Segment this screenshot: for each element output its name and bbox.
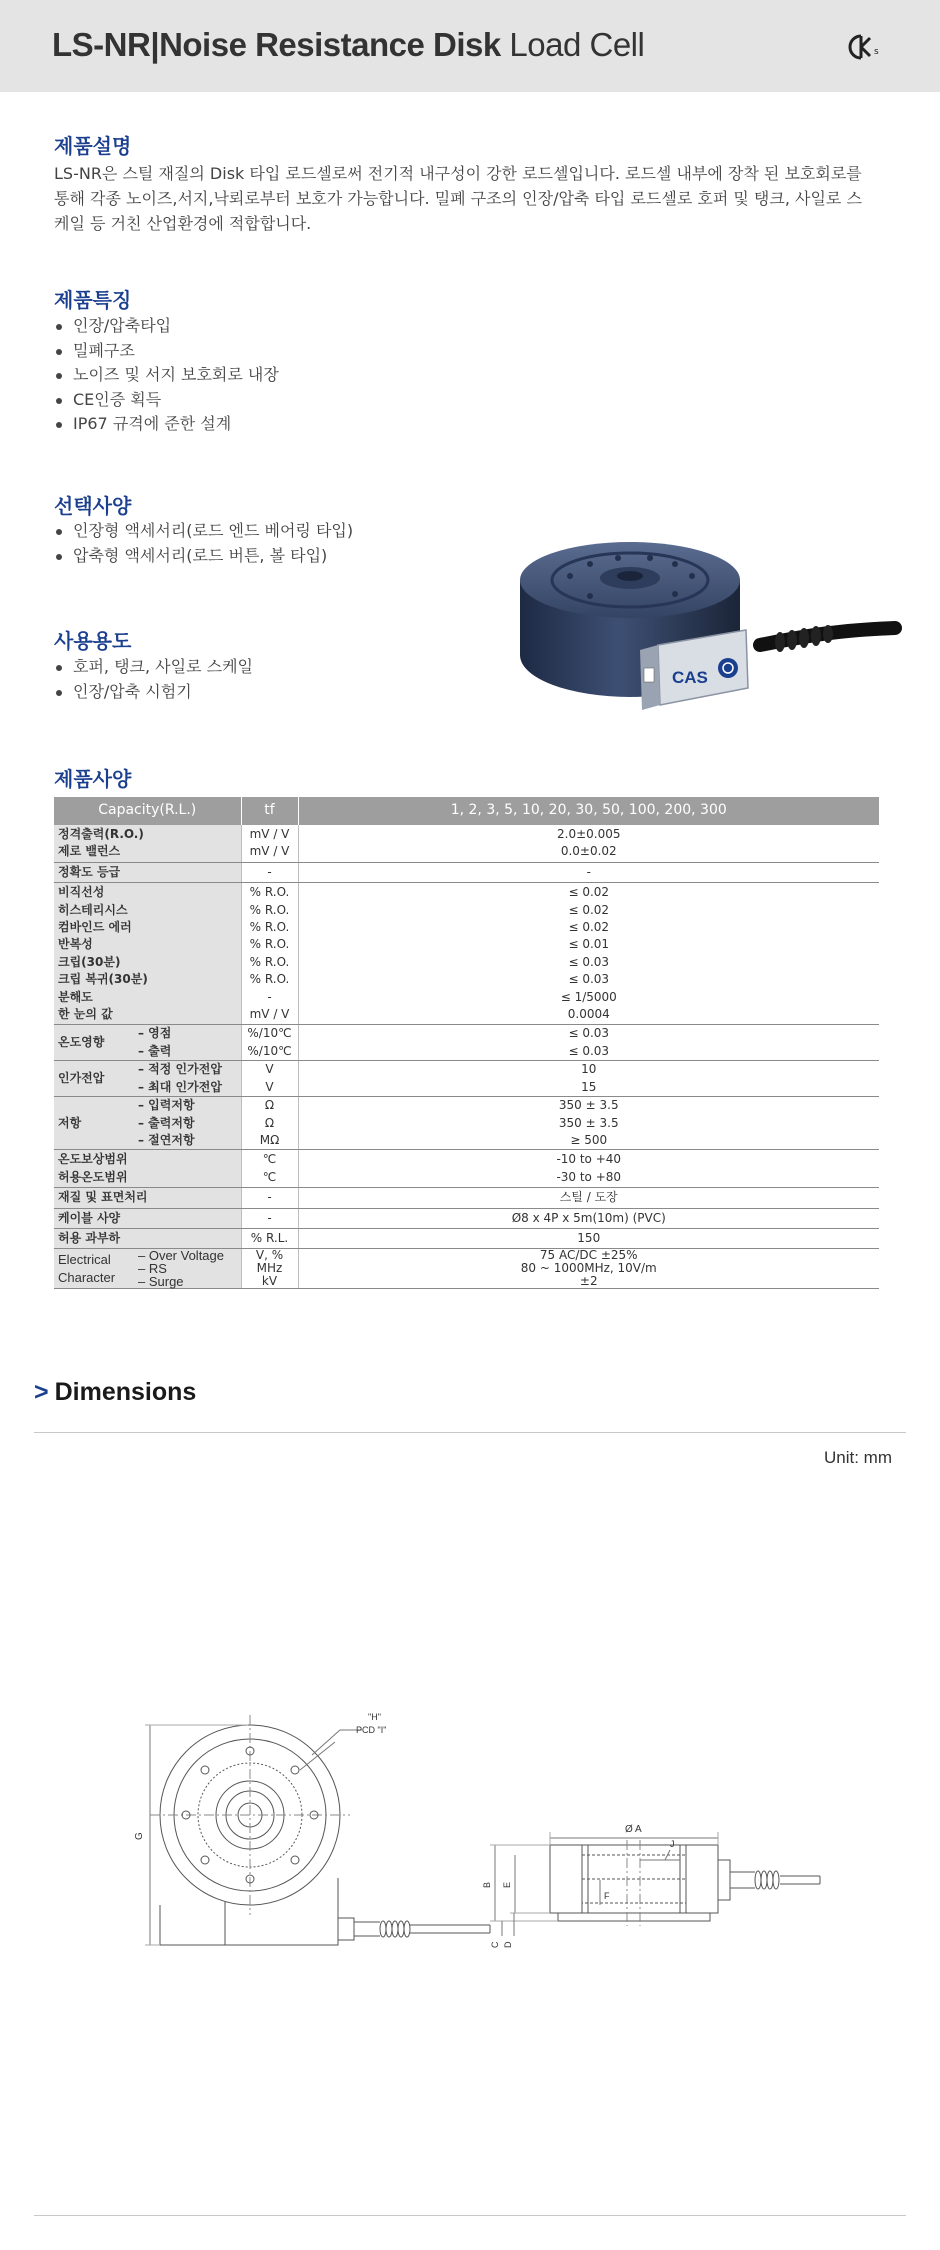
model-name: LS-NR bbox=[52, 26, 151, 63]
param-sub-label: – 절연저항 bbox=[138, 1132, 195, 1147]
dimensions-label: Dimensions bbox=[54, 1378, 197, 1406]
unit-value: - bbox=[267, 989, 272, 1004]
spec-value: 350 ± 3.5 bbox=[558, 1115, 619, 1130]
spec-value: ≥ 500 bbox=[570, 1132, 608, 1147]
product-name: Noise Resistance Disk bbox=[159, 26, 501, 63]
param-label: 온도영향 bbox=[54, 1025, 134, 1061]
param-sub-label: – 적정 인가전압 bbox=[138, 1062, 222, 1077]
dim-label-h: "H" bbox=[368, 1712, 381, 1722]
spec-value: ±2 bbox=[579, 1274, 598, 1289]
spec-table bbox=[54, 797, 879, 1289]
unit-value: kV bbox=[261, 1274, 278, 1289]
dim-label-g: G bbox=[134, 1832, 145, 1840]
options-title: 선택사양 bbox=[54, 494, 132, 518]
param-label: 분해도 bbox=[58, 989, 93, 1004]
spec-value: 75 AC/DC ±25% bbox=[539, 1248, 638, 1263]
product-type: Load Cell bbox=[509, 26, 645, 63]
unit-value: - bbox=[241, 1188, 298, 1208]
chevron-right-icon: > bbox=[34, 1378, 49, 1406]
table-row bbox=[54, 1097, 879, 1150]
param-label: 정확도 등급 bbox=[58, 864, 121, 879]
unit-value: % R.O. bbox=[249, 972, 290, 987]
param-sub-label: – 영점 bbox=[138, 1026, 172, 1041]
spec-value: 2.0±0.005 bbox=[557, 827, 621, 841]
param-label: 크립(30분) bbox=[58, 954, 121, 969]
param-label: 인가전압 bbox=[54, 1061, 134, 1097]
spec-value: -30 to +80 bbox=[556, 1169, 622, 1184]
param-sub-label: – RS bbox=[138, 1261, 167, 1277]
unit-value: ℃ bbox=[262, 1152, 277, 1167]
unit-value: Ω bbox=[264, 1098, 275, 1113]
usage-list bbox=[54, 655, 253, 704]
unit-value: % R.L. bbox=[241, 1228, 298, 1248]
table-row bbox=[54, 1228, 879, 1248]
param-label: Electrical bbox=[58, 1252, 111, 1268]
unit-value: MHz bbox=[256, 1261, 283, 1276]
spec-value: 스틸 / 도장 bbox=[298, 1188, 879, 1208]
unit-label: Unit: mm bbox=[824, 1448, 892, 1467]
unit-value: % R.O. bbox=[249, 902, 290, 917]
param-sub-label: – Surge bbox=[138, 1274, 184, 1290]
unit-value: MΩ bbox=[259, 1132, 280, 1147]
spec-header-param: Capacity(R.L.) bbox=[54, 797, 241, 825]
usage-title: 사용용도 bbox=[54, 629, 132, 653]
param-sub-label: – 출력 bbox=[138, 1043, 172, 1058]
feature-item: 인장/압축타입 bbox=[54, 314, 279, 339]
description-text: LS-NR은 스틸 재질의 Disk 타입 로드셀로써 전기적 내구성이 강한 로드셀입니다. 로드셀 내부에 장착 된 보호회로를 통해 각종 노이즈,서지,낙뢰로부터 보호가 가능합니다. 밀폐 구조의 인장/압축 타입 로드셀로 호퍼 및 탱크, 사일로 스케일 등 거친 산업환경에 적합합니다. bbox=[54, 164, 862, 233]
spec-value: 15 bbox=[581, 1079, 597, 1094]
spec-value: 80 ~ 1000MHz, 10V/m bbox=[520, 1261, 657, 1276]
product-photo bbox=[510, 540, 910, 730]
param-sub-label: – Over Voltage bbox=[138, 1248, 224, 1264]
description-title: 제품설명 bbox=[54, 134, 132, 158]
spec-title: 제품사양 bbox=[54, 767, 132, 791]
svg-text:s: s bbox=[874, 47, 879, 57]
feature-item: 밀폐구조 bbox=[54, 339, 279, 364]
unit-value: Ω bbox=[264, 1115, 275, 1130]
param-label: 재질 및 표면처리 bbox=[54, 1188, 241, 1208]
spec-value: ≤ 0.02 bbox=[568, 902, 610, 917]
page-title bbox=[52, 26, 644, 64]
unit-value: mV / V bbox=[249, 1007, 290, 1022]
dim-label-pcd: PCD "I" bbox=[356, 1725, 387, 1735]
table-row bbox=[54, 883, 879, 1025]
param-label: 케이블 사양 bbox=[54, 1208, 241, 1228]
option-item: 압축형 액세서리(로드 버튼, 볼 타입) bbox=[54, 544, 353, 569]
unit-value: % R.O. bbox=[249, 920, 290, 935]
table-row bbox=[54, 862, 879, 882]
spec-value: ≤ 0.03 bbox=[568, 972, 610, 987]
param-sub-label: – 출력저항 bbox=[138, 1115, 195, 1130]
spec-value: ≤ 0.02 bbox=[568, 920, 610, 935]
option-item: 인장형 액세서리(로드 엔드 베어링 타입) bbox=[54, 519, 353, 544]
spec-header-unit: tf bbox=[241, 797, 298, 825]
unit-value: % R.O. bbox=[249, 937, 290, 952]
param-label: 온도보상범위 bbox=[58, 1152, 128, 1167]
table-row bbox=[54, 1188, 879, 1208]
dimension-drawing bbox=[130, 1700, 830, 1990]
table-row bbox=[54, 825, 879, 862]
dim-label-c: C bbox=[490, 1941, 500, 1948]
param-sub-label: – 입력저항 bbox=[138, 1098, 195, 1113]
param-label: 허용 과부하 bbox=[54, 1228, 241, 1248]
table-row bbox=[54, 1150, 879, 1188]
spec-value: ≤ 0.03 bbox=[568, 1043, 610, 1058]
usage-item: 호퍼, 탱크, 사일로 스케일 bbox=[54, 655, 253, 680]
table-row bbox=[54, 1208, 879, 1228]
param-label: 저항 bbox=[54, 1097, 134, 1150]
features-list bbox=[54, 314, 279, 437]
unit-value: V bbox=[265, 1079, 274, 1094]
kcs-certification-icon bbox=[848, 30, 882, 64]
unit-value: mV / V bbox=[249, 827, 290, 841]
brand-label: CAS bbox=[672, 668, 708, 687]
feature-item: 노이즈 및 서지 보호회로 내장 bbox=[54, 363, 279, 388]
page-header bbox=[0, 0, 940, 92]
dim-label-e: E bbox=[502, 1881, 512, 1888]
table-row bbox=[54, 1061, 879, 1097]
spec-value: Ø8 x 4P x 5m(10m) (PVC) bbox=[298, 1208, 879, 1228]
param-label: 정격출력(R.O.) bbox=[58, 827, 144, 841]
feature-item: IP67 규격에 준한 설계 bbox=[54, 412, 279, 437]
divider bbox=[34, 2215, 906, 2216]
unit-value: - bbox=[267, 864, 272, 879]
param-label: 제로 밸런스 bbox=[58, 844, 121, 859]
table-row bbox=[54, 1025, 879, 1061]
dimensions-title bbox=[34, 1378, 196, 1407]
spec-value: 150 bbox=[298, 1228, 879, 1248]
dim-label-a: Ø A bbox=[625, 1824, 642, 1835]
param-label: 한 눈의 값 bbox=[58, 1007, 113, 1022]
param-label: 크립 복귀(30분) bbox=[58, 972, 148, 987]
unit-value: %/10℃ bbox=[247, 1026, 292, 1041]
divider bbox=[34, 1432, 906, 1433]
unit-value: %/10℃ bbox=[247, 1043, 292, 1058]
unit-value: % R.O. bbox=[249, 954, 290, 969]
feature-item: CE인증 획득 bbox=[54, 388, 279, 413]
title-separator: | bbox=[150, 26, 160, 63]
features-title: 제품특징 bbox=[54, 288, 132, 312]
unit-value: ℃ bbox=[262, 1169, 277, 1184]
unit-value: mV / V bbox=[249, 844, 290, 859]
param-label: 허용온도범위 bbox=[58, 1169, 128, 1184]
dim-label-d: D bbox=[503, 1941, 513, 1948]
options-list bbox=[54, 519, 353, 568]
spec-value: ≤ 0.03 bbox=[568, 954, 610, 969]
spec-value: ≤ 0.01 bbox=[568, 937, 610, 952]
param-label: 컴바인드 에러 bbox=[58, 920, 132, 935]
spec-value: 0.0±0.02 bbox=[560, 844, 617, 859]
param-label: 비직선성 bbox=[58, 885, 105, 900]
dim-label-b: B bbox=[482, 1881, 492, 1888]
spec-value: - bbox=[586, 864, 591, 879]
spec-value: ≤ 0.02 bbox=[568, 885, 610, 900]
unit-value: V bbox=[265, 1062, 274, 1077]
param-sub-label: – 최대 인가전압 bbox=[138, 1079, 222, 1094]
spec-value: -10 to +40 bbox=[556, 1152, 622, 1167]
spec-value: 10 bbox=[581, 1062, 597, 1077]
param-label: Character bbox=[58, 1269, 116, 1285]
dim-label-j: J bbox=[670, 1839, 675, 1849]
dim-label-f: F bbox=[604, 1891, 610, 1901]
table-row bbox=[54, 1249, 879, 1289]
spec-value: 350 ± 3.5 bbox=[558, 1098, 619, 1113]
spec-value: 0.0004 bbox=[567, 1007, 610, 1022]
param-label: 히스테리시스 bbox=[58, 902, 128, 917]
spec-value: ≤ 0.03 bbox=[568, 1026, 610, 1041]
unit-value: V, % bbox=[255, 1248, 284, 1263]
spec-header-value: 1, 2, 3, 5, 10, 20, 30, 50, 100, 200, 300 bbox=[298, 797, 879, 825]
unit-value: - bbox=[241, 1208, 298, 1228]
usage-item: 인장/압축 시험기 bbox=[54, 680, 253, 705]
param-label: 반복성 bbox=[58, 937, 93, 952]
spec-value: ≤ 1/5000 bbox=[560, 989, 617, 1004]
unit-value: % R.O. bbox=[249, 885, 290, 900]
